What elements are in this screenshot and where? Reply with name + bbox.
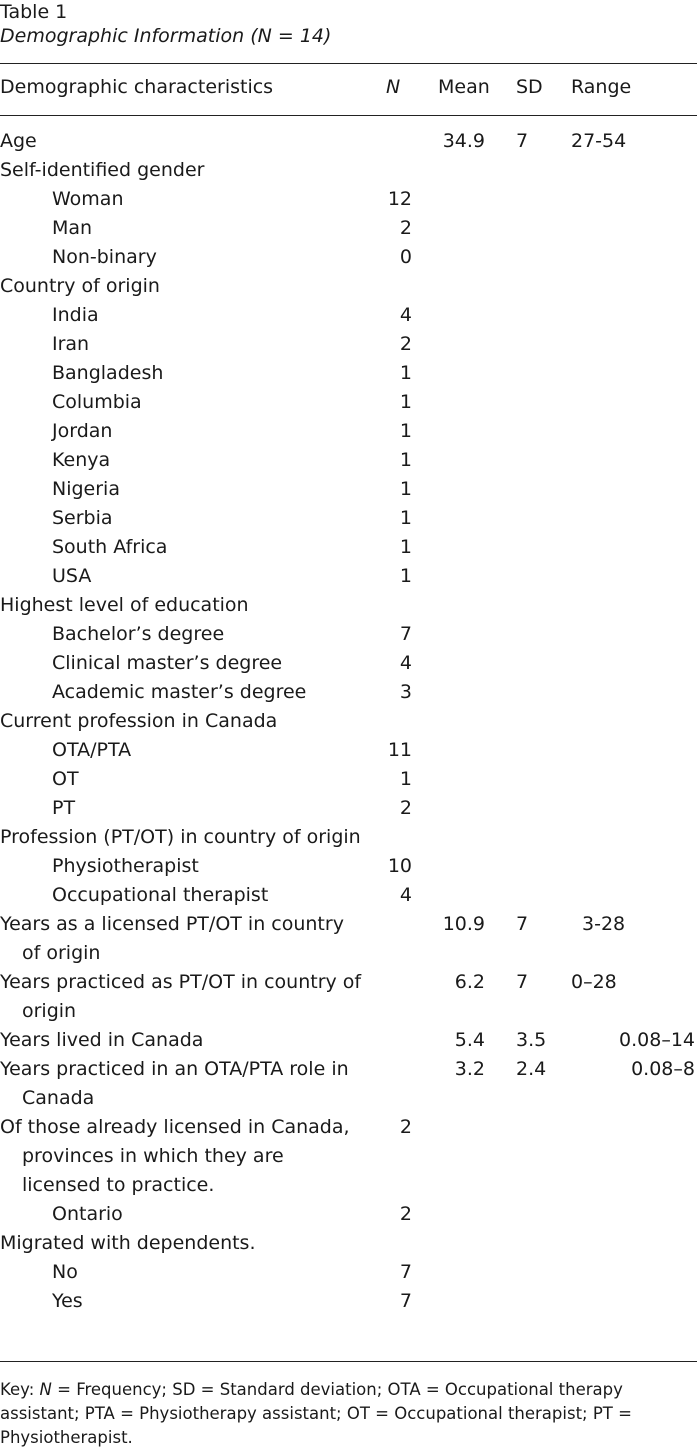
- table-row: [0, 156, 697, 185]
- cell-n: 7: [399, 1290, 412, 1312]
- cell-range: 0.08–8: [631, 1058, 695, 1080]
- table-row: [0, 504, 697, 533]
- cell-range: 27-54: [571, 130, 627, 152]
- cell-n: 12: [387, 188, 412, 210]
- table-title: Demographic Information (N = 14): [0, 25, 332, 47]
- table-row: [0, 707, 697, 736]
- row-subitem-label: Clinical master’s degree: [52, 652, 283, 674]
- row-category-label: Years practiced in an OTA/PTA role in Canada: [0, 1058, 349, 1109]
- table-row: [0, 562, 697, 591]
- row-subitem-label: Bangladesh: [52, 362, 164, 384]
- row-subitem-label: Kenya: [52, 449, 111, 471]
- table-row: [0, 533, 697, 562]
- cell-mean: 10.9: [442, 913, 485, 935]
- cell-n: 1: [399, 768, 412, 790]
- cell-n: 4: [399, 884, 412, 906]
- table-row: [0, 1055, 697, 1113]
- row-subitem-label: Occupational therapist: [52, 884, 269, 906]
- table-row: [0, 678, 697, 707]
- cell-n: 2: [399, 1116, 412, 1138]
- table-row: [0, 794, 697, 823]
- cell-n: 1: [399, 507, 412, 529]
- row-category-label: Profession (PT/OT) in country of origin: [0, 826, 361, 848]
- cell-mean: 34.9: [442, 130, 485, 152]
- row-subitem-label: Serbia: [52, 507, 113, 529]
- table-row: [0, 620, 697, 649]
- row-category-label: Years lived in Canada: [0, 1029, 204, 1051]
- cell-n: 1: [399, 362, 412, 384]
- cell-n: 0: [399, 246, 412, 268]
- row-subitem-label: Jordan: [52, 420, 113, 442]
- header-rule: [0, 115, 697, 116]
- row-subitem-label: Physiotherapist: [52, 855, 199, 877]
- row-category-label: Age: [0, 130, 37, 152]
- row-category-label: Current profession in Canada: [0, 710, 278, 732]
- footnote-key-label: Key:: [0, 1380, 40, 1399]
- cell-n: 4: [399, 304, 412, 326]
- row-subitem-label: Yes: [52, 1290, 83, 1312]
- cell-n: 1: [399, 449, 412, 471]
- bottom-rule: [0, 1361, 697, 1362]
- footnote-n-symbol: N: [39, 1380, 52, 1399]
- row-category-label: Years practiced as PT/OT in country of origin: [0, 971, 362, 1022]
- cell-n: 11: [387, 739, 412, 761]
- table-row: [0, 1229, 697, 1258]
- header-mean: Mean: [438, 76, 490, 98]
- table-row: [0, 359, 697, 388]
- table-row: [0, 881, 697, 910]
- cell-n: 1: [399, 420, 412, 442]
- top-rule: [0, 63, 697, 64]
- cell-n: 1: [399, 565, 412, 587]
- table-row: [0, 243, 697, 272]
- row-subitem-label: Nigeria: [52, 478, 120, 500]
- table-row: [0, 417, 697, 446]
- header-range: Range: [571, 76, 632, 98]
- cell-n: 2: [399, 1203, 412, 1225]
- table-row: [0, 910, 697, 968]
- cell-mean: 3.2: [454, 1058, 485, 1080]
- cell-n: 7: [399, 1261, 412, 1283]
- cell-range: 0–28: [571, 971, 617, 993]
- table-label: Table 1: [0, 1, 68, 23]
- cell-n: 1: [399, 391, 412, 413]
- cell-sd: 7: [516, 971, 529, 993]
- cell-sd: 2.4: [516, 1058, 547, 1080]
- row-category-label: Highest level of education: [0, 594, 249, 616]
- row-subitem-label: Non-binary: [52, 246, 157, 268]
- row-subitem-label: South Africa: [52, 536, 168, 558]
- cell-sd: 7: [516, 913, 529, 935]
- cell-n: 1: [399, 478, 412, 500]
- row-subitem-label: Bachelor’s degree: [52, 623, 225, 645]
- cell-n: 10: [387, 855, 412, 877]
- table-row: [0, 214, 697, 243]
- table-row: [0, 475, 697, 504]
- table-row: [0, 446, 697, 475]
- row-subitem-label: Man: [52, 217, 93, 239]
- table-body: [0, 127, 697, 1316]
- cell-mean: 5.4: [454, 1029, 485, 1051]
- table-row: [0, 272, 697, 301]
- row-subitem-label: Woman: [52, 188, 124, 210]
- row-subitem-label: Ontario: [52, 1203, 123, 1225]
- table-row: [0, 1287, 697, 1316]
- cell-n: 2: [399, 797, 412, 819]
- footnote-text: = Frequency; SD = Standard deviation; OTA = Occupational therapy assistant; PTA = Physiotherapy assistant; OT = Occupational therapist; PT = Physiotherapist.: [0, 1380, 632, 1447]
- table-row: [0, 1026, 697, 1055]
- table-row: [0, 852, 697, 881]
- table-row: [0, 823, 697, 852]
- table-row: [0, 968, 697, 1026]
- table-row: [0, 1113, 697, 1200]
- table-row: [0, 185, 697, 214]
- cell-sd: 3.5: [516, 1029, 547, 1051]
- row-category-label: Of those already licensed in Canada, provinces in which they are licensed to practice.: [0, 1116, 350, 1196]
- row-subitem-label: OT: [52, 768, 79, 790]
- row-subitem-label: Columbia: [52, 391, 142, 413]
- row-subitem-label: India: [52, 304, 99, 326]
- header-n: N: [386, 76, 401, 98]
- header-characteristics: Demographic characteristics: [0, 76, 274, 98]
- cell-sd: 7: [516, 130, 529, 152]
- row-subitem-label: Iran: [52, 333, 90, 355]
- table-row: [0, 765, 697, 794]
- row-subitem-label: PT: [52, 797, 76, 819]
- cell-range: 3-28: [582, 913, 626, 935]
- table-row: [0, 1200, 697, 1229]
- header-sd: SD: [516, 76, 543, 98]
- table-row: [0, 1258, 697, 1287]
- row-category-label: Years as a licensed PT/OT in country of origin: [0, 913, 344, 964]
- cell-range: 0.08–14: [619, 1029, 695, 1051]
- cell-n: 2: [399, 333, 412, 355]
- table-footnote: [0, 1378, 697, 1450]
- cell-n: 7: [399, 623, 412, 645]
- table-row: [0, 330, 697, 359]
- table-row: [0, 127, 697, 156]
- row-subitem-label: No: [52, 1261, 78, 1283]
- row-category-label: Self-identified gender: [0, 159, 205, 181]
- row-category-label: Country of origin: [0, 275, 160, 297]
- table-row: [0, 388, 697, 417]
- row-subitem-label: USA: [52, 565, 92, 587]
- row-category-label: Migrated with dependents.: [0, 1232, 256, 1254]
- table-row: [0, 649, 697, 678]
- table-row: [0, 591, 697, 620]
- cell-n: 1: [399, 536, 412, 558]
- cell-mean: 6.2: [454, 971, 485, 993]
- table-caption: [0, 0, 331, 48]
- table-row: [0, 736, 697, 765]
- cell-n: 4: [399, 652, 412, 674]
- cell-n: 3: [399, 681, 412, 703]
- table-row: [0, 301, 697, 330]
- row-subitem-label: OTA/PTA: [52, 739, 132, 761]
- cell-n: 2: [399, 217, 412, 239]
- row-subitem-label: Academic master’s degree: [52, 681, 307, 703]
